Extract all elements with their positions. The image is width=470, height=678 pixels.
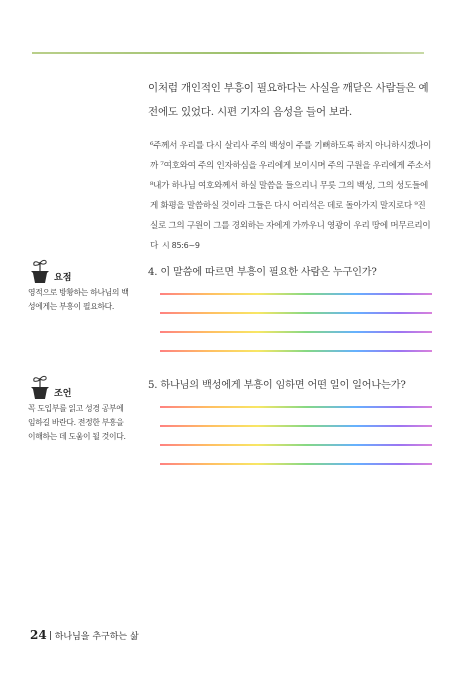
answer-line[interactable] <box>160 312 432 314</box>
plant-icon <box>28 372 52 400</box>
answer-line[interactable] <box>160 444 432 446</box>
footer-separator <box>50 631 51 640</box>
answer-line[interactable] <box>160 425 432 427</box>
summary-body: 영적으로 방황하는 하나님의 백성에게는 부흥이 필요하다. <box>28 288 129 311</box>
answer-line[interactable] <box>160 406 432 408</box>
advice-body: 꼭 도입부를 읽고 성경 공부에 임하길 바란다. 전정한 부흥을 이해하는 데 도움이 될 것이다. <box>28 404 126 441</box>
scripture-quote <box>150 136 432 256</box>
page-number: 24 <box>30 628 47 642</box>
book-title: 하나님을 추구하는 삶 <box>54 631 139 642</box>
question-4: 4. 이 말씀에 따르면 부흥이 필요한 사람은 누구인가? <box>148 267 377 278</box>
advice-title: 조언 <box>54 389 72 399</box>
scripture-reference: 시 85:6~9 <box>162 241 200 250</box>
question-5: 5. 하나님의 백성에게 부흥이 임하면 어떤 일이 일어나는가? <box>148 380 406 391</box>
answer-line[interactable] <box>160 463 432 465</box>
answer-line[interactable] <box>160 331 432 333</box>
summary-title: 요점 <box>54 273 72 283</box>
intro-paragraph: 이처럼 개인적인 부흥이 필요하다는 사실을 깨닫은 사람들은 예전에도 있었다. 시편 기자의 음성을 들어 보라. <box>148 82 429 118</box>
plant-icon <box>28 256 52 284</box>
answer-line[interactable] <box>160 350 432 352</box>
answer-line[interactable] <box>160 293 432 295</box>
advice-note <box>28 372 132 444</box>
page-footer <box>30 628 139 642</box>
top-divider <box>32 52 424 54</box>
summary-note <box>28 256 132 314</box>
scripture-text: ⁶주께서 우리를 다시 살리사 주의 백성이 주를 기뻐하도록 하지 아니하시겠나이까 ⁷여호와여 주의 인자하심을 우리에게 보이시며 주의 구원을 우리에게 주소서 ⁸내가 하나님 여호와께서 하실 말씀을 들으리니 무릇 그의 백성, 그의 성도들에게 화평을 말씀하실 것이라 그들은 다시 어리석은 데로 돌아가지 말지로다 ⁹진실로 그의 구원이 그를 경외하는 자에게 가까우니 영광이 우리 땅에 머무르리이다 <box>150 141 432 251</box>
